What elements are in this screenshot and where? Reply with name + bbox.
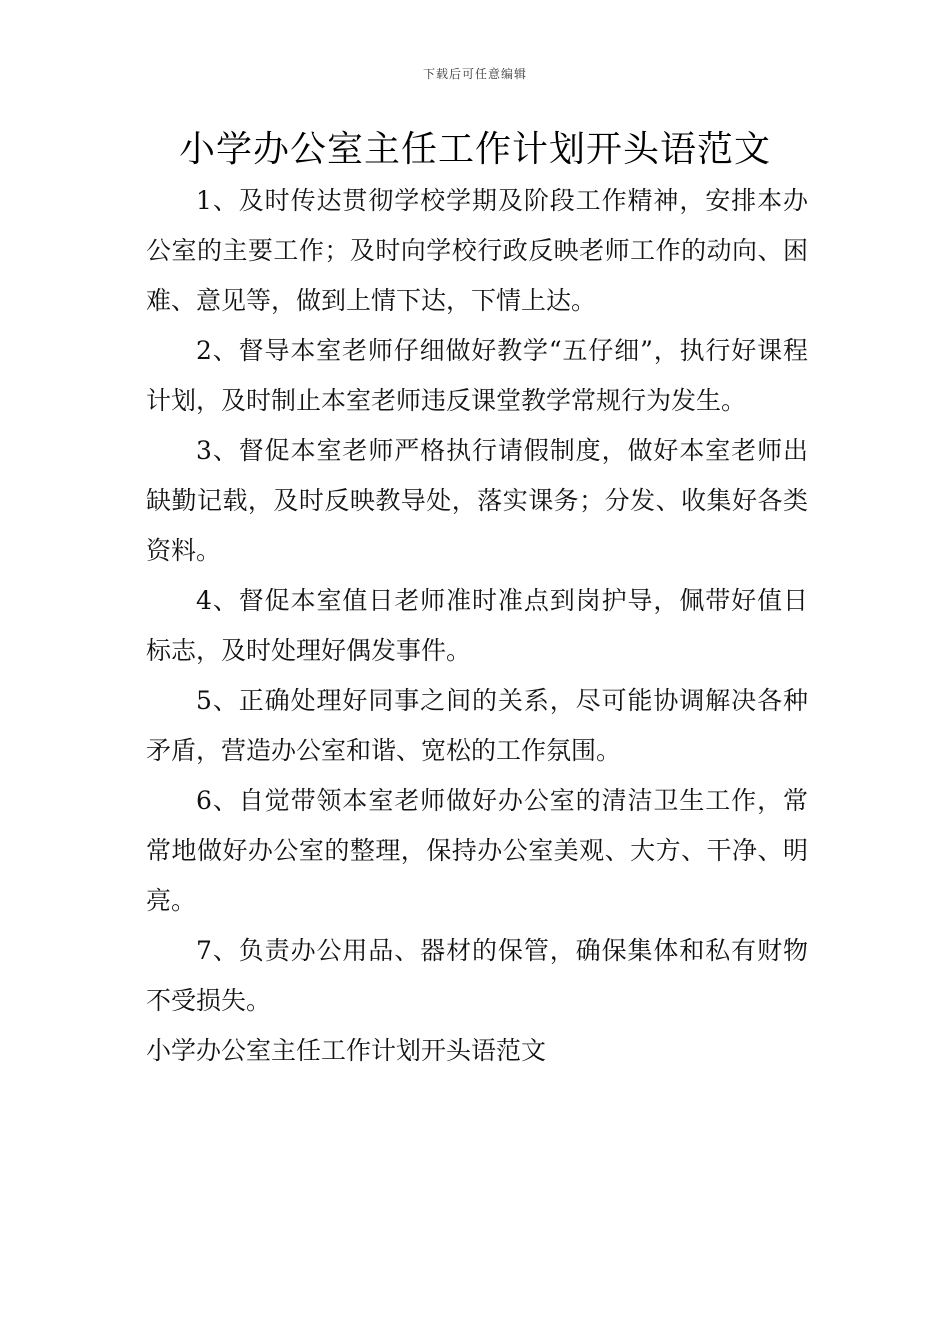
paragraph-3: 3、督促本室老师严格执行请假制度，做好本室老师出缺勤记载，及时反映教导处，落实课务；分发、收集好各类资料。 bbox=[146, 436, 808, 565]
header-note: 下载后可任意编辑 bbox=[422, 67, 527, 81]
paragraph-6: 6、自觉带领本室老师做好办公室的清洁卫生工作，常常地做好办公室的整理，保持办公室美观、大方、干净、明亮。 bbox=[146, 786, 808, 915]
document-body bbox=[146, 176, 808, 1076]
paragraph-4: 4、督促本室值日老师准时准点到岗护导，佩带好值日标志，及时处理好偶发事件。 bbox=[146, 586, 808, 665]
footer-title-line: 小学办公室主任工作计划开头语范文 bbox=[146, 1036, 547, 1065]
paragraph-5: 5、正确处理好同事之间的关系，尽可能协调解决各种矛盾，营造办公室和谐、宽松的工作氛围。 bbox=[146, 686, 808, 765]
paragraph-1: 1、及时传达贯彻学校学期及阶段工作精神，安排本办公室的主要工作；及时向学校行政反映老师工作的动向、困难、意见等，做到上情下达，下情上达。 bbox=[146, 186, 808, 315]
paragraph-2: 2、督导本室老师仔细做好教学“五仔细”，执行好课程计划，及时制止本室老师违反课堂教学常规行为发生。 bbox=[146, 336, 808, 415]
document-title: 小学办公室主任工作计划开头语范文 bbox=[178, 129, 771, 170]
paragraph-7: 7、负责办公用品、器材的保管，确保集体和私有财物不受损失。 bbox=[146, 936, 808, 1015]
